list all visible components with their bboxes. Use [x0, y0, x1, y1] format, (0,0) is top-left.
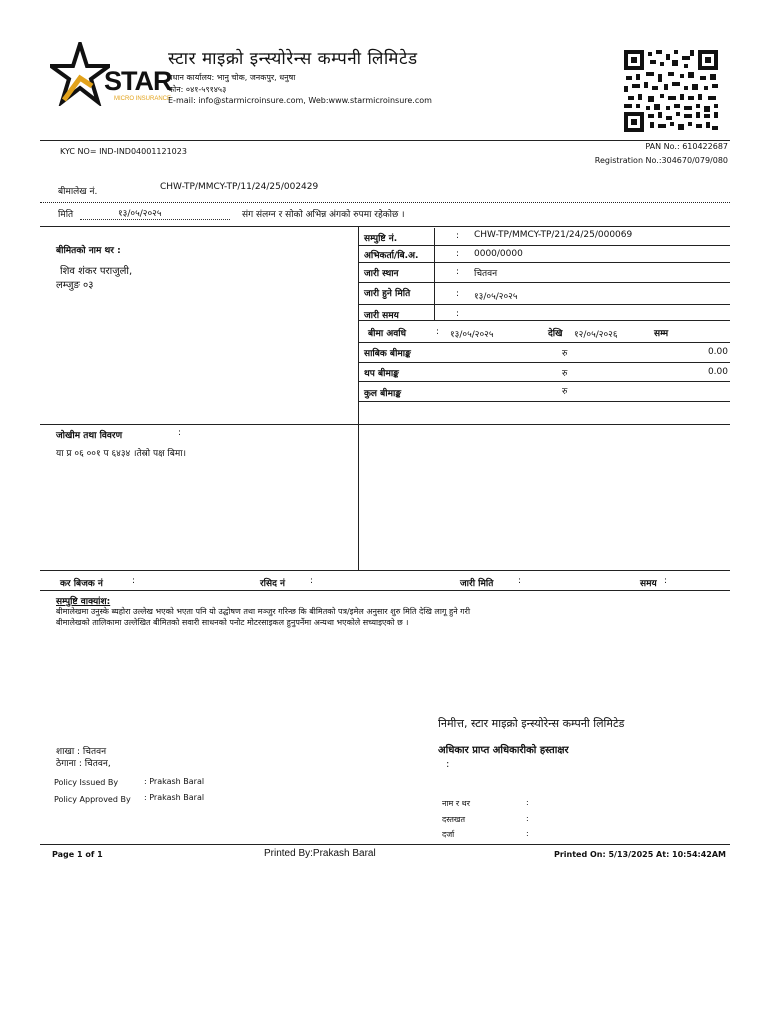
time-label: समय — [640, 579, 657, 589]
issue-date-value: १३/०५/२०२५ — [474, 292, 518, 302]
office-phone: फोन: ०४१-५९१४५३ — [168, 85, 227, 94]
authorized-signature-label: अधिकार प्राप्त अधिकारीको हस्ताक्षर — [438, 745, 569, 756]
period-from-suffix: देखि — [548, 329, 563, 339]
signer-name-colon: : — [526, 798, 529, 807]
approved-by-label: Policy Approved By — [54, 795, 131, 804]
tax-issue-date-colon: : — [518, 576, 522, 586]
signer-sign-colon: : — [526, 814, 529, 823]
date-field — [80, 206, 230, 220]
details-row-line — [358, 320, 730, 321]
branch-label: शाखा : चितवन — [56, 747, 107, 757]
date-suffix: संग संलग्न र सोको अभिन्न अंगको रुपमा रहेकोछ । — [242, 210, 405, 220]
address-label: ठेगाना : चितवन, — [56, 759, 111, 769]
approved-by-value: : Prakash Baral — [144, 793, 205, 802]
policy-no-label: बीमालेख नं. — [58, 187, 98, 197]
issue-place-label: जारी स्थान — [364, 269, 399, 279]
signer-rank-colon: : — [526, 829, 529, 838]
details-row-line — [358, 381, 730, 382]
details-row-line — [358, 362, 730, 363]
risk-colon: : — [178, 428, 182, 438]
for-company-label: निमीत्त, स्टार माइक्रो इन्स्योरेन्स कम्पनी लिमिटेड — [438, 717, 625, 730]
period-label: बीमा अवधि — [368, 329, 407, 339]
insured-name-label: बीमितको नाम थर : — [56, 246, 121, 256]
endorsement-text-label: सम्पुष्टि वाक्यांश: — [56, 597, 111, 607]
contact-info: E-mail: info@starmicroinsure.com, Web:www.starmicroinsure.com — [168, 96, 432, 105]
policy-no-value: CHW-TP/MMCY-TP/11/24/25/002429 — [160, 182, 319, 192]
period-from: १३/०५/२०२५ — [450, 330, 494, 340]
issue-time-colon: : — [456, 309, 460, 319]
tax-row-top-line — [40, 570, 730, 571]
details-row-line — [358, 282, 730, 283]
table-center-divider — [358, 226, 359, 570]
insured-address: लम्जुङ ०३ — [56, 280, 94, 291]
policy-dotted-divider — [40, 202, 730, 203]
agent-colon: : — [456, 249, 460, 259]
period-to: १२/०५/२०२६ — [574, 330, 618, 340]
total-sum-currency: रु — [562, 387, 568, 397]
signer-sign-label: दस्तखत — [442, 815, 466, 824]
logo-subtitle: MICRO INSURANCE — [114, 96, 172, 102]
prev-sum-label: साबिक बीमाङ्क — [364, 349, 411, 359]
add-sum-label: थप बीमाङ्क — [364, 369, 399, 379]
date-value: १३/०५/२०२५ — [118, 209, 162, 219]
header-divider — [40, 140, 730, 141]
insured-name: शिव शंकर पराजुली, — [60, 266, 133, 277]
details-row-line — [358, 245, 730, 246]
details-row-line — [358, 262, 730, 263]
prev-sum-value: 0.00 — [707, 347, 728, 357]
issue-time-label: जारी समय — [364, 311, 399, 321]
date-label: मिति — [58, 210, 74, 220]
endorsement-text-line1: बीमालेखमा उनुस्के ब्यहोरा उल्लेख भएको भएता पनि यो उद्घोषण तथा मञ्जुर गरिन्छ कि बीमितको पत्र/इमेल अनुसार शुरु मिति देखि लागू हुने गरी — [56, 607, 471, 616]
risk-top-line — [40, 424, 730, 425]
table-top-line — [40, 226, 730, 227]
printed-on: Printed On: 5/13/2025 At: 10:54:42AM — [553, 850, 726, 859]
qr-code-icon — [622, 48, 720, 134]
time-colon: : — [664, 576, 668, 586]
details-row-line — [358, 304, 730, 305]
pan-number: PAN No.: 610422687 — [645, 142, 728, 151]
authorized-signature-colon: : — [446, 759, 450, 770]
endorsement-no-value: CHW-TP/MMCY-TP/21/24/25/000069 — [474, 230, 633, 240]
footer-divider — [40, 844, 730, 845]
risk-label: जोखीम तथा विवरण — [56, 431, 123, 441]
period-to-suffix: सम्म — [654, 329, 669, 339]
issued-by-label: Policy Issued By — [54, 778, 119, 787]
invoice-colon: : — [132, 576, 136, 586]
signer-rank-label: दर्जा — [442, 830, 455, 839]
kyc-number: KYC NO= IND-IND04001121023 — [60, 147, 187, 156]
add-sum-value: 0.00 — [707, 367, 728, 377]
receipt-label: रसिद नं — [260, 579, 286, 589]
tax-row-bottom-line — [40, 590, 730, 591]
tax-issue-date-label: जारी मिति — [460, 579, 494, 589]
agent-value: 0000/0000 — [474, 249, 523, 259]
page-number: Page 1 of 1 — [52, 850, 103, 859]
receipt-colon: : — [310, 576, 314, 586]
issue-date-colon: : — [456, 289, 460, 299]
registration-number: Registration No.:304670/079/080 — [594, 156, 728, 165]
endorsement-no-label: सम्पुष्टि नं. — [364, 234, 398, 244]
details-label-divider — [434, 228, 435, 320]
printed-by: Printed By:Prakash Baral — [264, 848, 376, 859]
company-title: स्टार माइक्रो इन्स्योरेन्स कम्पनी लिमिटेड — [168, 49, 418, 69]
signer-name-label: नाम र थर — [442, 799, 471, 808]
issue-place-colon: : — [456, 267, 460, 277]
agent-label: अभिकर्ता/बि.अ. — [364, 251, 419, 261]
prev-sum-currency: रु — [562, 349, 568, 359]
details-row-line — [358, 342, 730, 343]
invoice-label: कर बिजक नं — [60, 579, 103, 589]
endorsement-no-colon: : — [456, 231, 460, 241]
issue-place-value: चितवन — [474, 269, 498, 279]
star-logo-icon — [50, 42, 110, 106]
period-colon: : — [436, 327, 440, 337]
issued-by-value: : Prakash Baral — [144, 777, 205, 786]
issue-date-label: जारी हुने मिति — [364, 289, 411, 299]
total-sum-label: कुल बीमाङ्क — [364, 389, 402, 399]
details-row-line — [358, 401, 730, 402]
endorsement-text-line2: बीमालेखको तालिकामा उल्लेखित बीमितको सवारी साधनको पनोट मोटरसाइकल हुनुपर्नेमा अन्यथा भएकोले सच्याइएको छ । — [56, 618, 409, 627]
logo-wordmark: STAR — [104, 66, 172, 96]
add-sum-currency: रु — [562, 369, 568, 379]
risk-description: या प्र ०६ ००१ प ६४३४ ।तेस्रो पक्ष बिमा। — [56, 449, 186, 459]
office-address: प्रधान कार्यालय: भानु चोक, जनकपुर, धनुषा — [168, 73, 296, 82]
